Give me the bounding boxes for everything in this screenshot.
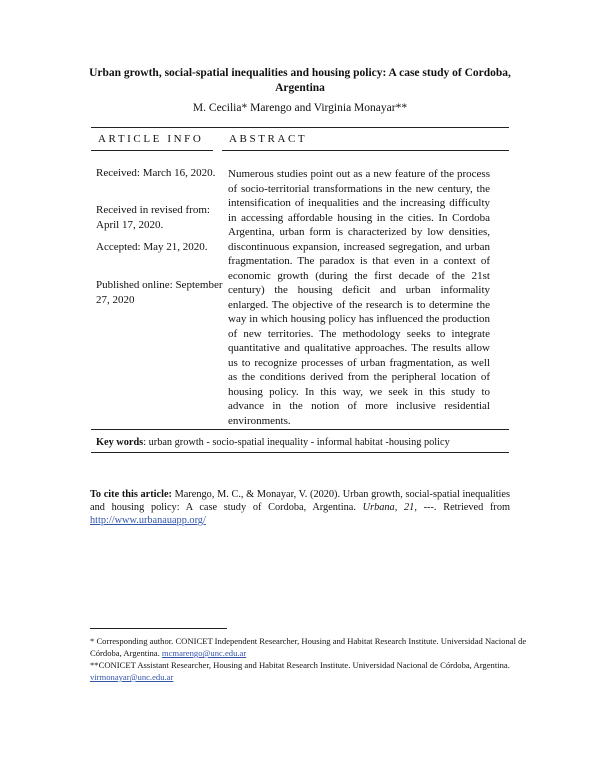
revised-date: Received in revised from: April 17, 2020. bbox=[96, 204, 210, 231]
footnote-1-email-link[interactable]: mcmarengo@unc.edu.ar bbox=[161, 648, 247, 658]
keywords bbox=[96, 437, 450, 448]
header-rule-top bbox=[91, 127, 509, 128]
abstract-text: Numerous studies point out as a new feature of the process of socio-territorial transformations in the new century, the intensification of inequalities and the increasing difficulty in accessing affordable housing in the cities. In Cordoba Argentina, urban form is characterized by low densities, discontinuous expansion, increased segregation, and urban fragmentation. The paradox is that even in a context of economic growth (during the first decade of the 21st century) the housing deficit and urban informality enlarged. The objective of the research is to determine the way in which housing policy has influenced the production of new territories. The methodology seeks to integrate quantitative and qualitative approaches. The results allow us to recognize processes of urban fragmentation, as well as the conditions derived from the peripheral location of housing policy. In this way, we seek in this study to advance in the notion of more inclusive residential environments. bbox=[228, 168, 490, 427]
title-line-1: Urban growth, social-spatial inequalities and housing policy: A case study of Cordoba, bbox=[89, 67, 511, 79]
published-date: Published online: September 27, 2020 bbox=[96, 279, 223, 306]
footnote-separator bbox=[90, 628, 227, 629]
keywords-rule-top bbox=[91, 429, 509, 430]
citation bbox=[90, 488, 510, 527]
header-rule-abstract bbox=[222, 150, 509, 151]
paper-title bbox=[60, 66, 540, 96]
header-rule-info bbox=[91, 150, 213, 151]
citation-label: To cite this article: bbox=[90, 489, 172, 500]
keywords-rule-bottom bbox=[91, 452, 509, 453]
title-line-2: Argentina bbox=[275, 82, 325, 94]
footnote-2 bbox=[90, 659, 530, 683]
authors: M. Cecilia* Marengo and Virginia Monayar** bbox=[192, 102, 408, 114]
footnote-2-email-link[interactable]: virmonayar@unc.edu.ar bbox=[90, 672, 174, 682]
abstract-heading: ABSTRACT bbox=[229, 133, 308, 145]
citation-journal: Urbana, 21 bbox=[362, 502, 415, 513]
citation-text: Marengo, M. C., & Monayar, V. (2020). Urban growth, social-spatial inequalities and housing policy: A case study of Cordoba, Argentina. bbox=[90, 489, 510, 513]
citation-pages: , ---. Retrieved from bbox=[414, 502, 511, 513]
keywords-label: Key words bbox=[96, 437, 144, 448]
footnote-1-text: * Corresponding author. CONICET Independent Researcher, Housing and Habitat Research Institute. Universidad Nacional de Córdoba, Argentina. bbox=[90, 636, 527, 658]
article-info-heading: ARTICLE INFO bbox=[98, 133, 204, 145]
citation-url-link[interactable]: http://www.urbanauapp.org/ bbox=[90, 515, 206, 526]
keywords-text: : urban growth - socio-spatial inequality - informal habitat -housing policy bbox=[143, 437, 450, 448]
footnote-2-text: **CONICET Assistant Researcher, Housing and Habitat Research Institute. Universidad Nacional de Córdoba, Argentina. bbox=[90, 660, 510, 670]
footnote-1 bbox=[90, 635, 530, 659]
accepted-date: Accepted: May 21, 2020. bbox=[96, 241, 208, 253]
received-date: Received: March 16, 2020. bbox=[96, 167, 216, 179]
